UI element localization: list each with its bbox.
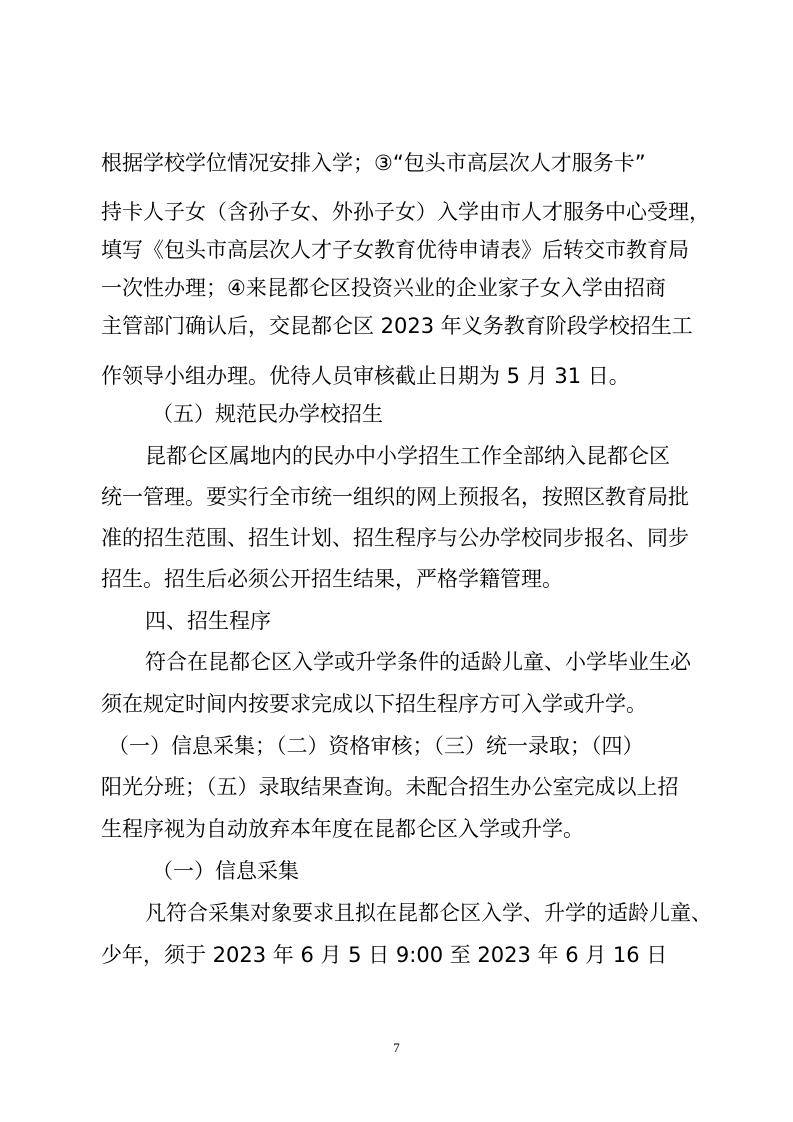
body-text-line: 少年，须于 2023 年 6 月 5 日 9:00 至 2023 年 6 月 16 日 xyxy=(101,943,668,967)
body-text-line: 一次性办理；④来昆都仑区投资兴业的企业家子女入学由招商 xyxy=(101,276,666,300)
body-text-line: 主管部门确认后，交昆都仑区 2023 年义务教育阶段学校招生工 xyxy=(101,314,693,338)
body-text-line: 须在规定时间内按要求完成以下招生程序方可入学或升学。 xyxy=(101,692,647,716)
body-text-line: 生程序视为自动放弃本年度在昆都仑区入学或升学。 xyxy=(101,817,584,841)
section-heading: 四、招生程序 xyxy=(145,609,271,633)
body-text-line: 符合在昆都仑区入学或升学条件的适龄儿童、小学毕业生必 xyxy=(145,650,691,674)
body-text-line: 统一管理。要实行全市统一组织的网上预报名，按照区教育局批 xyxy=(101,485,689,509)
body-text-line: 昆都仑区属地内的民办中小学招生工作全部纳入昆都仑区 xyxy=(145,444,670,468)
body-text-line: 作领导小组办理。优待人员审核截止日期为 5 月 31 日。 xyxy=(101,364,630,388)
section-heading: （五）规范民办学校招生 xyxy=(152,402,383,426)
body-text-line: 持卡人子女（含孙子女、外孙子女）入学由市人才服务中心受理， xyxy=(101,200,710,224)
page-number: 7 xyxy=(393,1040,400,1055)
section-heading: （一）信息采集 xyxy=(152,859,299,883)
body-text-line: （一）信息采集；（二）资格审核；（三）统一录取；（四） xyxy=(108,734,644,758)
body-text-line: 阳光分班；（五）录取结果查询。未配合招生办公室完成以上招 xyxy=(101,775,679,799)
body-text-line: 填写《包头市高层次人才子女教育优待申请表》后转交市教育局 xyxy=(101,238,689,262)
body-text-line: 凡符合采集对象要求且拟在昆都仑区入学、升学的适龄儿童、 xyxy=(145,901,712,925)
body-text-line: 根据学校学位情况安排入学；③“包头市高层次人才服务卡” xyxy=(101,151,646,175)
body-text-line: 招生。招生后必须公开招生结果，严格学籍管理。 xyxy=(101,567,563,591)
body-text-line: 准的招生范围、招生计划、招生程序与公办学校同步报名、同步 xyxy=(101,526,689,550)
